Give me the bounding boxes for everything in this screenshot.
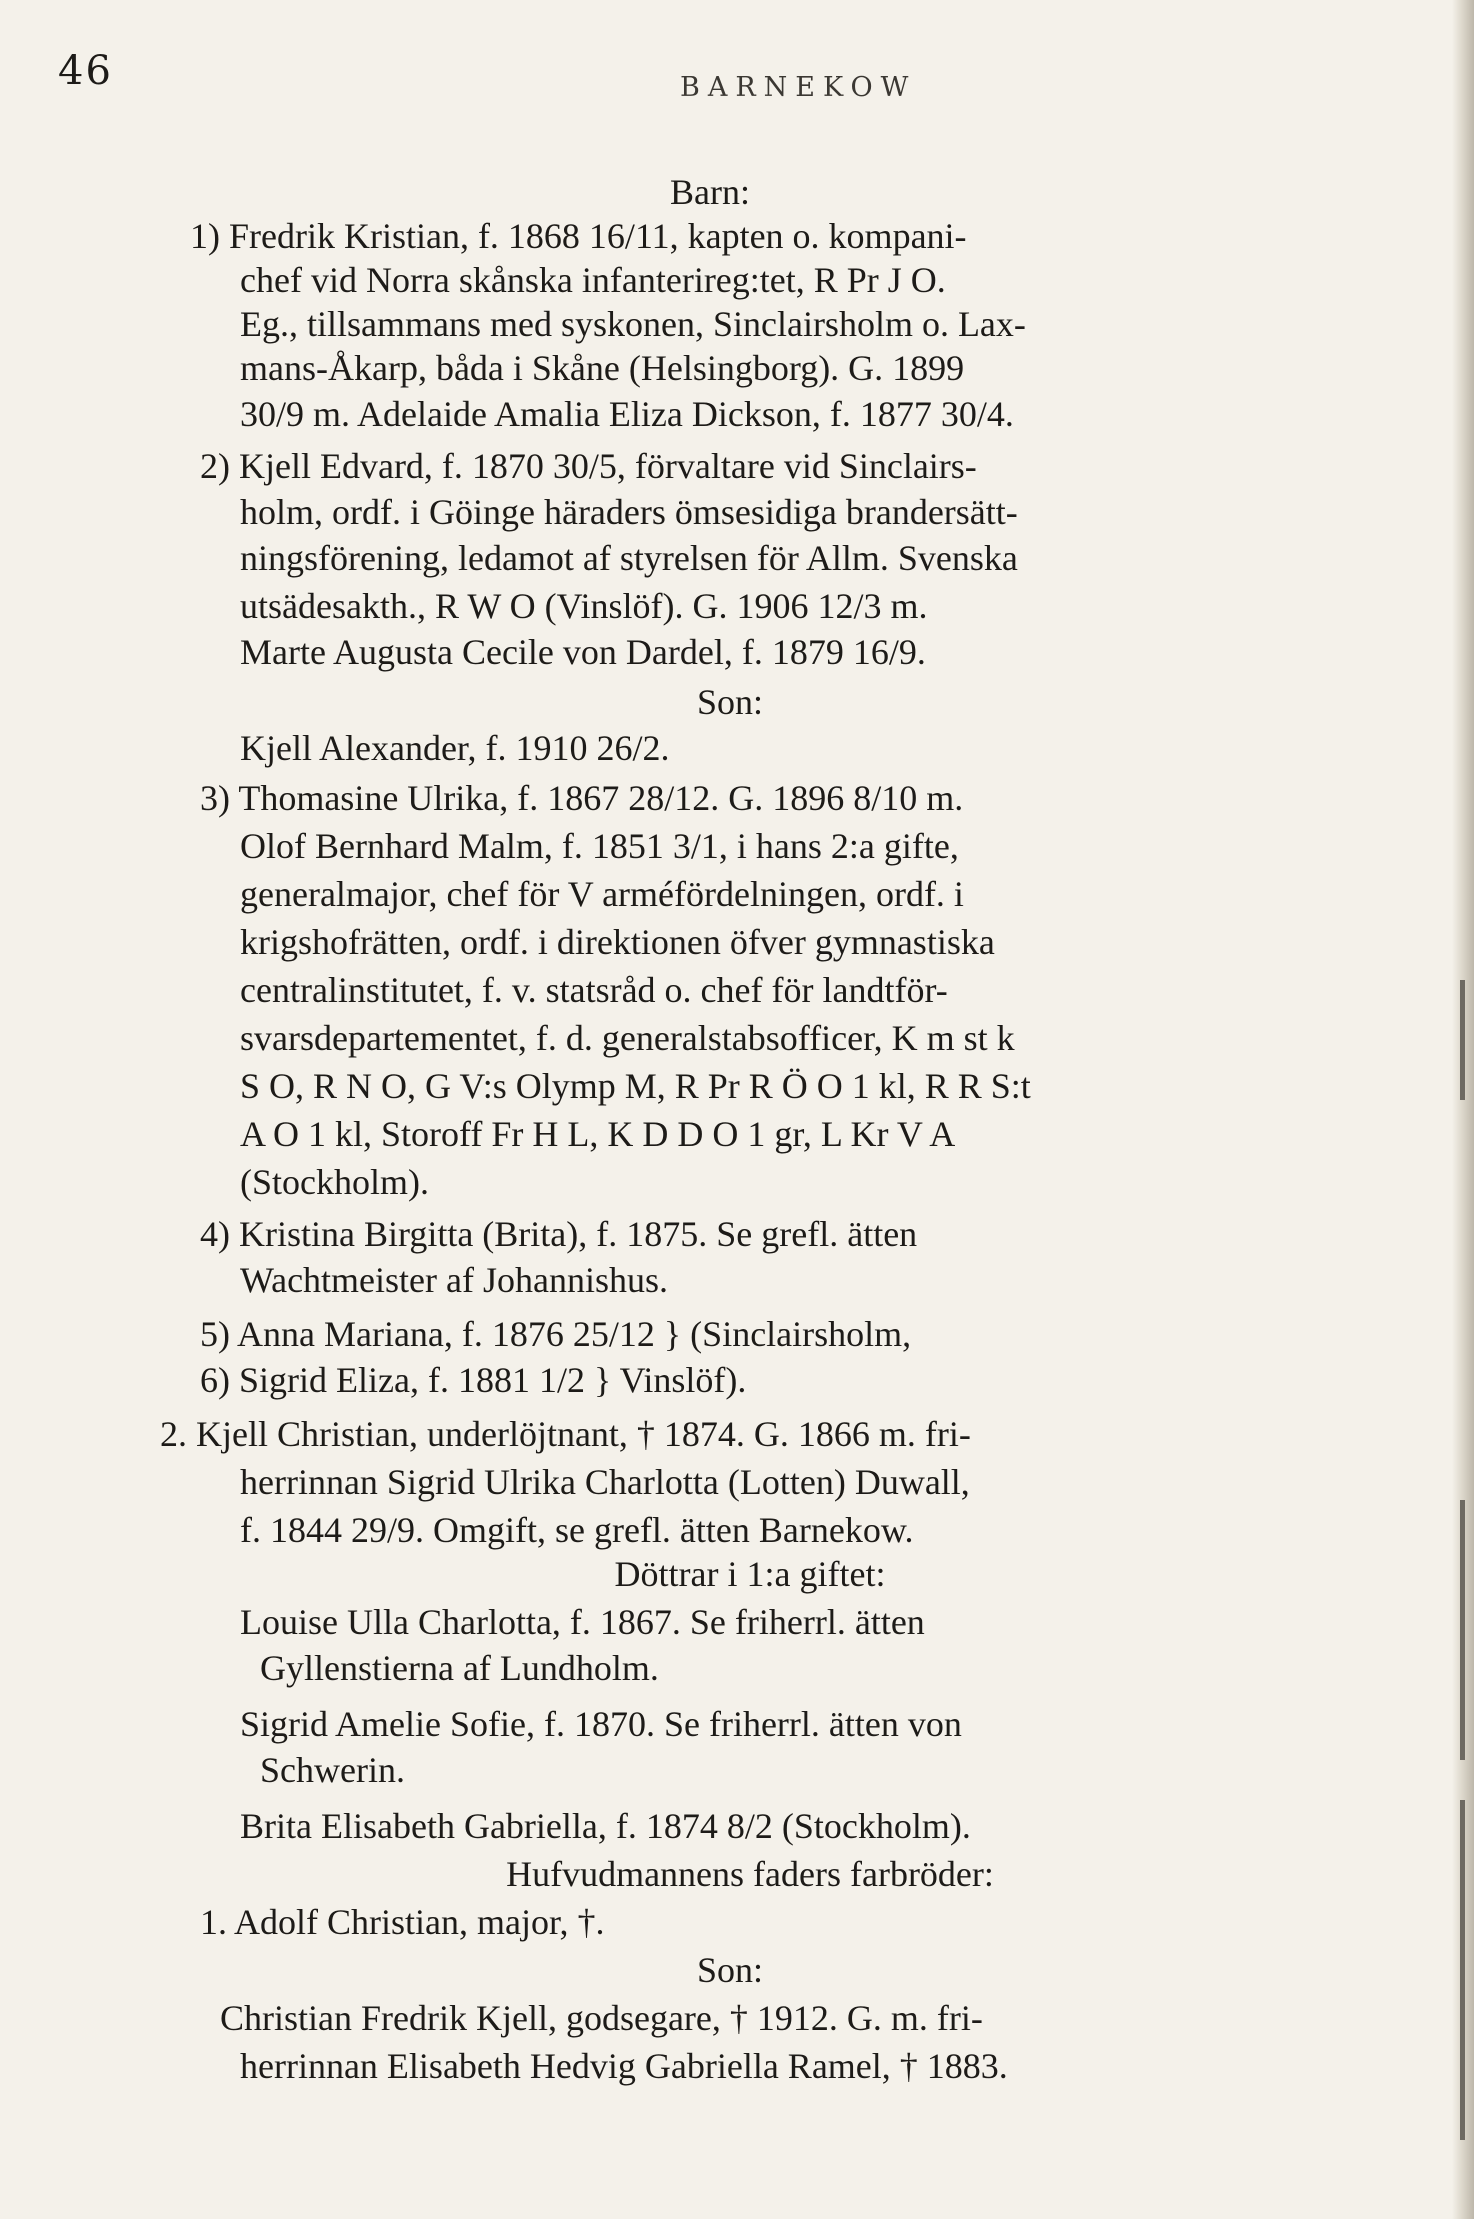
- edge-mark: [1460, 1500, 1465, 1760]
- entry-line: Eg., tillsammans med syskonen, Sinclairsholm o. Lax-: [240, 304, 1026, 344]
- heading-son-2: Son:: [696, 1950, 764, 1990]
- entry-line: holm, ordf. i Göinge häraders ömsesidiga brandersätt-: [240, 492, 1018, 532]
- heading-son: Son:: [696, 682, 764, 722]
- running-title: BARNEKOW: [680, 72, 917, 103]
- entry-line: Brita Elisabeth Gabriella, f. 1874 8/2 (Stockholm).: [240, 1806, 971, 1846]
- entry-line: 5) Anna Mariana, f. 1876 25/12 } (Sinclairsholm,: [200, 1314, 912, 1354]
- entry-line: utsädesakth., R W O (Vinslöf). G. 1906 12/3 m.: [240, 586, 928, 626]
- entry-line: 2) Kjell Edvard, f. 1870 30/5, förvaltare vid Sinclairs-: [200, 446, 977, 486]
- entry-line: f. 1844 29/9. Omgift, se grefl. ätten Barnekow.: [240, 1510, 914, 1550]
- entry-line: Schwerin.: [260, 1750, 405, 1790]
- entry-line: 2. Kjell Christian, underlöjtnant, † 1874. G. 1866 m. fri-: [160, 1414, 971, 1454]
- heading-barn: Barn:: [670, 172, 750, 212]
- entry-line: Olof Bernhard Malm, f. 1851 3/1, i hans 2:a gifte,: [240, 826, 959, 866]
- page-number: 46: [58, 48, 113, 94]
- page-edge-shadow: [1452, 0, 1474, 2219]
- entry-line: S O, R N O, G V:s Olymp M, R Pr R Ö O 1 kl, R R S:t: [240, 1066, 1031, 1106]
- entry-line: herrinnan Sigrid Ulrika Charlotta (Lotten) Duwall,: [240, 1462, 970, 1502]
- entry-line: 6) Sigrid Eliza, f. 1881 1/2 } Vinslöf).: [200, 1360, 747, 1400]
- entry-line: 4) Kristina Birgitta (Brita), f. 1875. Se grefl. ätten: [200, 1214, 918, 1254]
- entry-line: Kjell Alexander, f. 1910 26/2.: [240, 728, 670, 768]
- entry-line: mans-Åkarp, båda i Skåne (Helsingborg). G. 1899: [240, 348, 965, 388]
- entry-line: Wachtmeister af Johannishus.: [240, 1260, 668, 1300]
- entry-line: Louise Ulla Charlotta, f. 1867. Se friherrl. ätten: [240, 1602, 925, 1642]
- entry-line: 3) Thomasine Ulrika, f. 1867 28/12. G. 1896 8/10 m.: [200, 778, 964, 818]
- entry-line: svarsdepartementet, f. d. generalstabsofficer, K m st k: [240, 1018, 1015, 1058]
- entry-line: herrinnan Elisabeth Hedvig Gabriella Ramel, † 1883.: [240, 2046, 1008, 2086]
- entry-line: centralinstitutet, f. v. statsråd o. chef för landtför-: [240, 970, 948, 1010]
- heading-dottrar: Döttrar i 1:a giftet:: [614, 1554, 886, 1594]
- entry-line: Gyllenstierna af Lundholm.: [260, 1648, 659, 1688]
- entry-line: 1. Adolf Christian, major, †.: [200, 1902, 605, 1942]
- entry-line: generalmajor, chef för V arméfördelningen, ordf. i: [240, 874, 964, 914]
- entry-line: A O 1 kl, Storoff Fr H L, K D D O 1 gr, L Kr V A: [240, 1114, 956, 1154]
- edge-mark: [1460, 980, 1465, 1100]
- entry-line: Christian Fredrik Kjell, godsegare, † 1912. G. m. fri-: [220, 1998, 983, 2038]
- entry-line: (Stockholm).: [240, 1162, 429, 1202]
- entry-line: Sigrid Amelie Sofie, f. 1870. Se friherrl. ätten von: [240, 1704, 962, 1744]
- edge-mark: [1460, 1800, 1465, 2140]
- entry-line: ningsförening, ledamot af styrelsen för Allm. Svenska: [240, 538, 1018, 578]
- entry-line: chef vid Norra skånska infanterireg:tet, R Pr J O.: [240, 260, 946, 300]
- entry-line: krigshofrätten, ordf. i direktionen öfver gymnastiska: [240, 922, 995, 962]
- entry-line: 1) Fredrik Kristian, f. 1868 16/11, kapten o. kompani-: [190, 216, 967, 256]
- entry-line: 30/9 m. Adelaide Amalia Eliza Dickson, f. 1877 30/4.: [240, 394, 1014, 434]
- entry-line: Marte Augusta Cecile von Dardel, f. 1879 16/9.: [240, 632, 926, 672]
- heading-farbroder: Hufvudmannens faders farbröder:: [506, 1854, 994, 1894]
